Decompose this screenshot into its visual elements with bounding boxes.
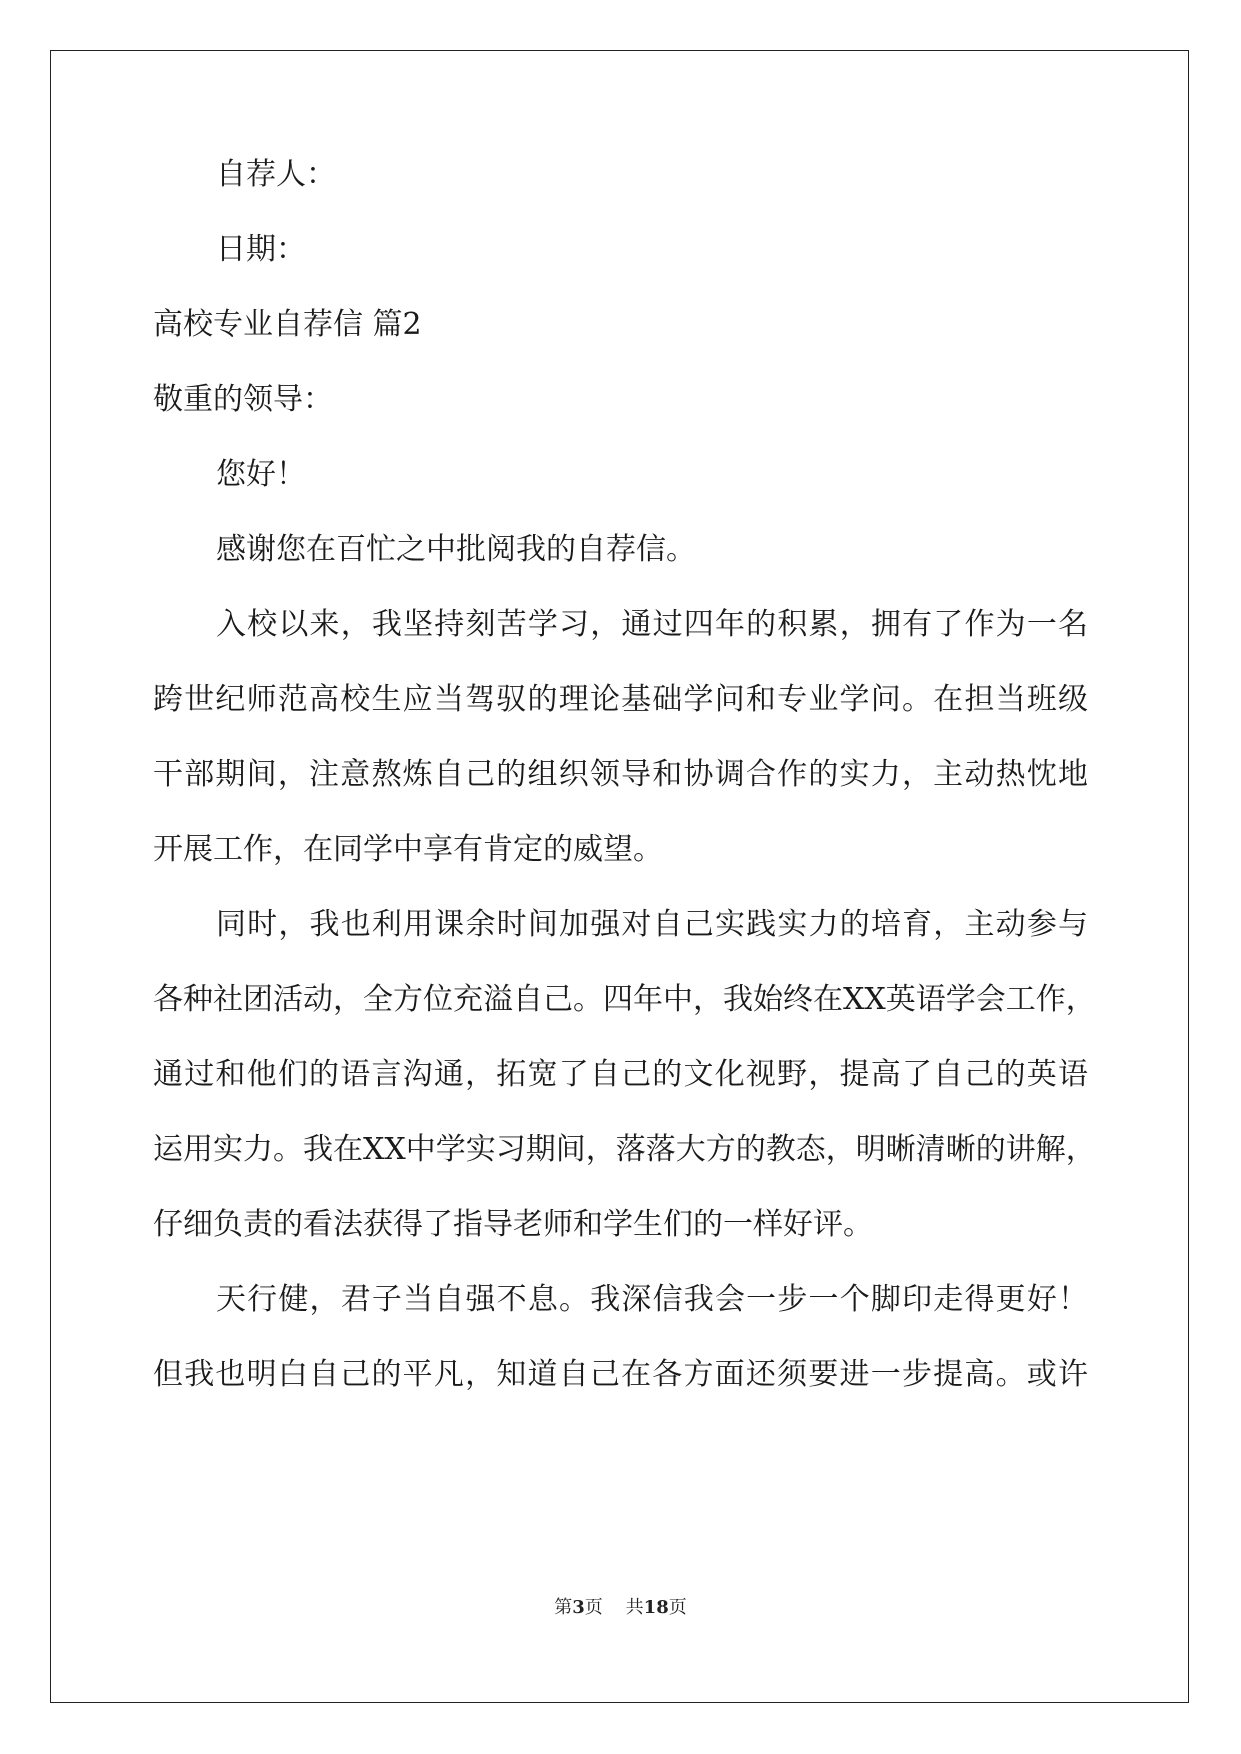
total-prefix: 共 xyxy=(625,1597,644,1618)
page-footer xyxy=(0,1596,1241,1620)
greeting: 您好！ xyxy=(216,457,306,492)
paragraph-line: 开展工作，在同学中享有肯定的威望。 xyxy=(153,832,663,867)
paragraph-line: 感谢您在百忙之中批阅我的自荐信。 xyxy=(216,532,696,567)
signature-line: 自荐人： xyxy=(216,157,336,192)
paragraph-line: 入校以来，我坚持刻苦学习，通过四年的积累，拥有了作为一名 xyxy=(216,607,1088,642)
date-line: 日期： xyxy=(216,232,306,267)
paragraph-line: 干部期间，注意熬炼自己的组织领导和协调合作的实力，主动热忱地 xyxy=(153,757,1088,792)
paragraph-line: 同时，我也利用课余时间加强对自己实践实力的培育，主动参与 xyxy=(216,907,1088,942)
paragraph-line: 通过和他们的语言沟通，拓宽了自己的文化视野，提高了自己的英语 xyxy=(153,1057,1088,1092)
paragraph-line: 运用实力。我在XX中学实习期间，落落大方的教态，明晰清晰的讲解， xyxy=(153,1132,1096,1167)
paragraph-line: 各种社团活动，全方位充溢自己。四年中，我始终在XX英语学会工作， xyxy=(153,982,1096,1017)
total-suffix: 页 xyxy=(668,1597,687,1618)
paragraph-line: 但我也明白自己的平凡，知道自己在各方面还须要进一步提高。或许 xyxy=(153,1357,1088,1392)
total-pages: 18 xyxy=(643,1597,669,1618)
page-number: 3 xyxy=(572,1597,585,1618)
page-suffix: 页 xyxy=(584,1597,603,1618)
paragraph-line: 天行健，君子当自强不息。我深信我会一步一个脚印走得更好！ xyxy=(216,1282,1088,1317)
paragraph-line: 仔细负责的看法获得了指导老师和学生们的一样好评。 xyxy=(153,1207,873,1242)
paragraph-line: 跨世纪师范高校生应当驾驭的理论基础学问和专业学问。在担当班级 xyxy=(153,682,1088,717)
page-prefix: 第 xyxy=(554,1597,573,1618)
salutation: 敬重的领导： xyxy=(153,382,333,417)
section-heading: 高校专业自荐信 篇2 xyxy=(153,307,422,342)
page-border xyxy=(50,50,1189,1703)
